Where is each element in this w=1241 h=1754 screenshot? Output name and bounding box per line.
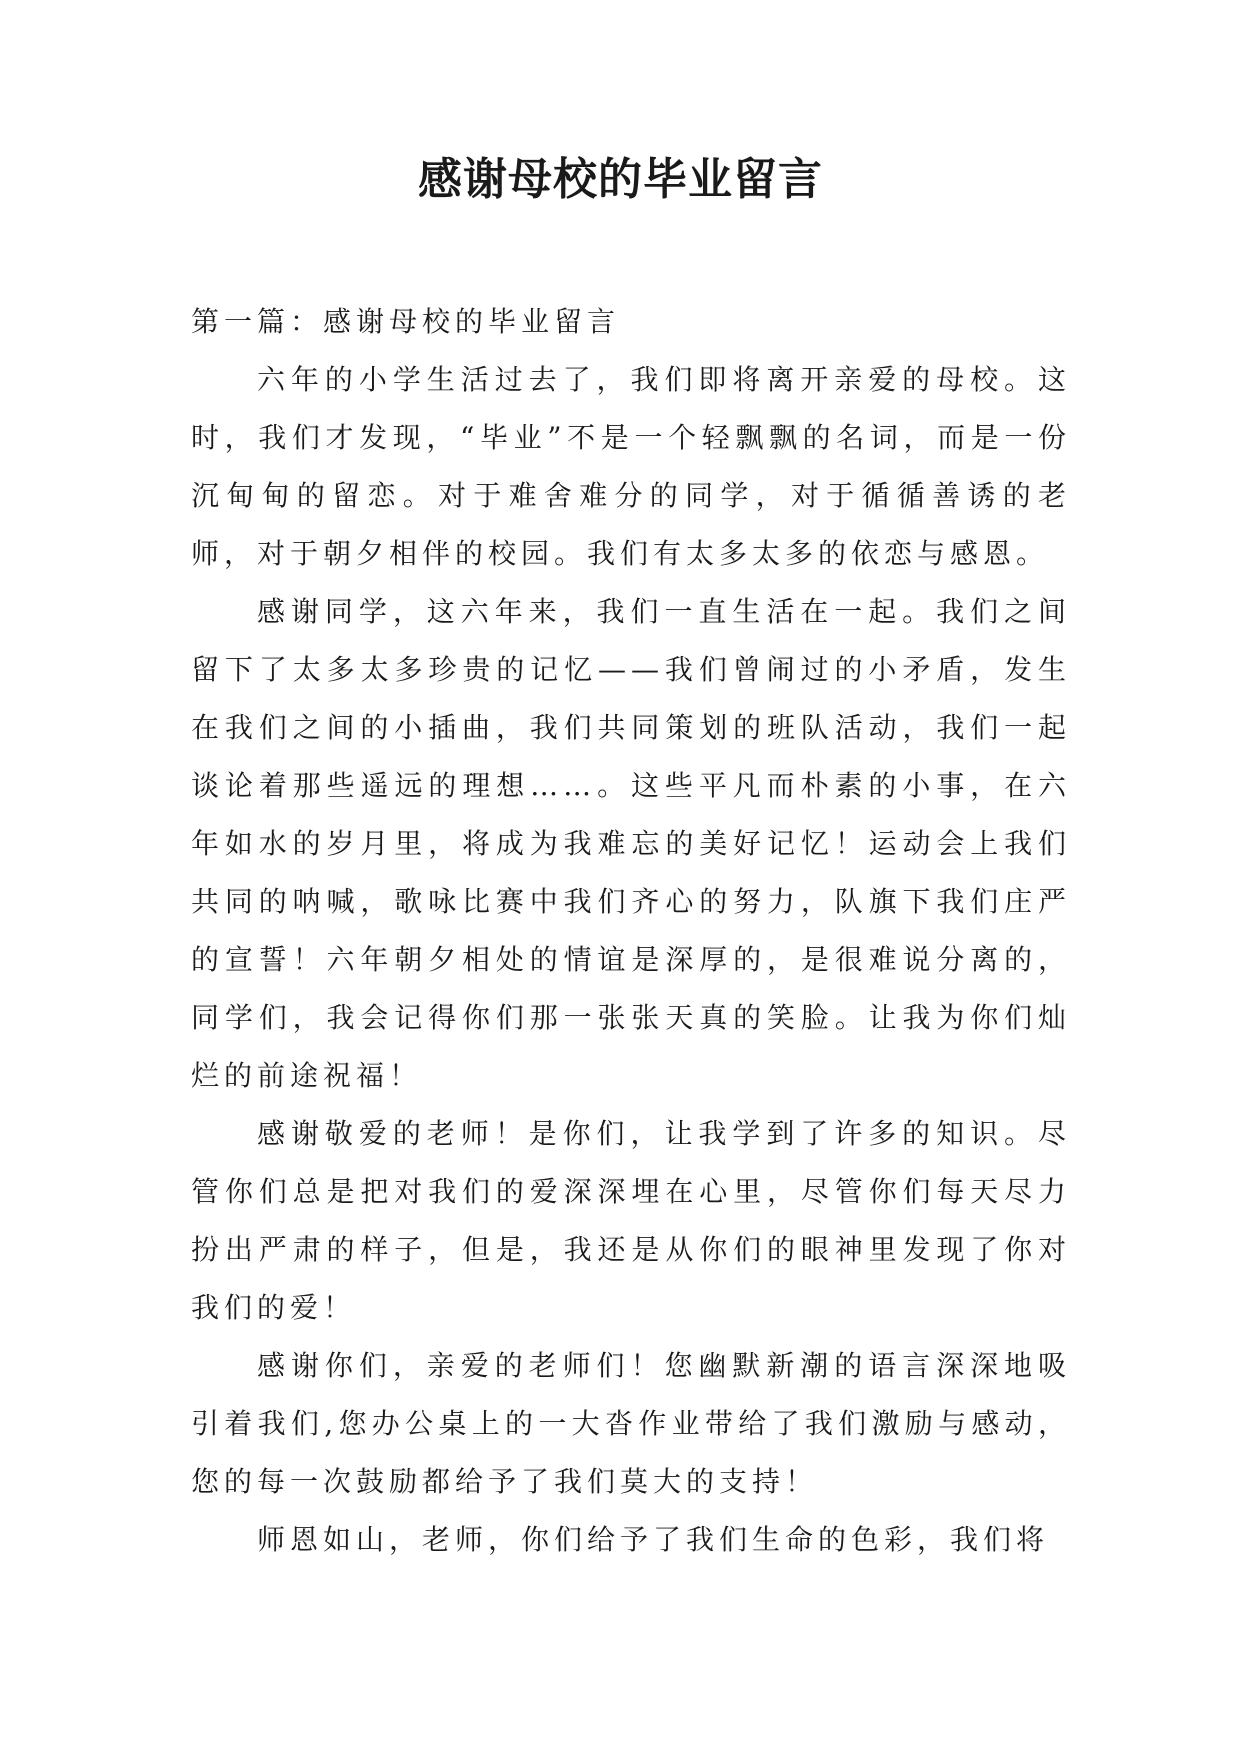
paragraph-intro: 六年的小学生活过去了，我们即将离开亲爱的母校。这时，我们才发现，“毕业”不是一个轻飘飘的名词，而是一份沉甸甸的留恋。对于难舍难分的同学，对于循循善诱的老师，对于朝夕相伴的校园。我们有太多太多的依恋与感恩。 [191,363,1071,570]
paragraph-teachers: 感谢敬爱的老师！是你们，让我学到了许多的知识。尽管你们总是把对我们的爱深深埋在心里，尽管你们每天尽力扮出严肃的样子，但是，我还是从你们的眼神里发现了你对我们的爱！ [191,1117,1071,1324]
paragraph-classmates: 感谢同学，这六年来，我们一直生活在一起。我们之间留下了太多太多珍贵的记忆——我们曾闹过的小矛盾，发生在我们之间的小插曲，我们共同策划的班队活动，我们一起谈论着那些遥远的理想……。这些平凡而朴素的小事，在六年如水的岁月里，将成为我难忘的美好记忆！运动会上我们共同的呐喊，歌咏比赛中我们齐心的努力，队旗下我们庄严的宣誓！六年朝夕相处的情谊是深厚的，是很难说分离的，同学们，我会记得你们那一张张天真的笑脸。让我为你们灿烂的前途祝福！ [191,595,1071,1092]
section-heading: 第一篇：感谢母校的毕业留言 [191,305,621,338]
document-title: 感谢母校的毕业留言 [418,154,823,205]
paragraph-thanks-teachers: 感谢你们，亲爱的老师们！您幽默新潮的语言深深地吸引着我们,您办公桌上的一大沓作业带给了我们激励与感动，您的每一次鼓励都给予了我们莫大的支持！ [191,1349,1071,1498]
paragraph-gratitude: 师恩如山，老师，你们给予了我们生命的色彩，我们将 [257,1523,1050,1556]
document-body [191,293,1071,1569]
